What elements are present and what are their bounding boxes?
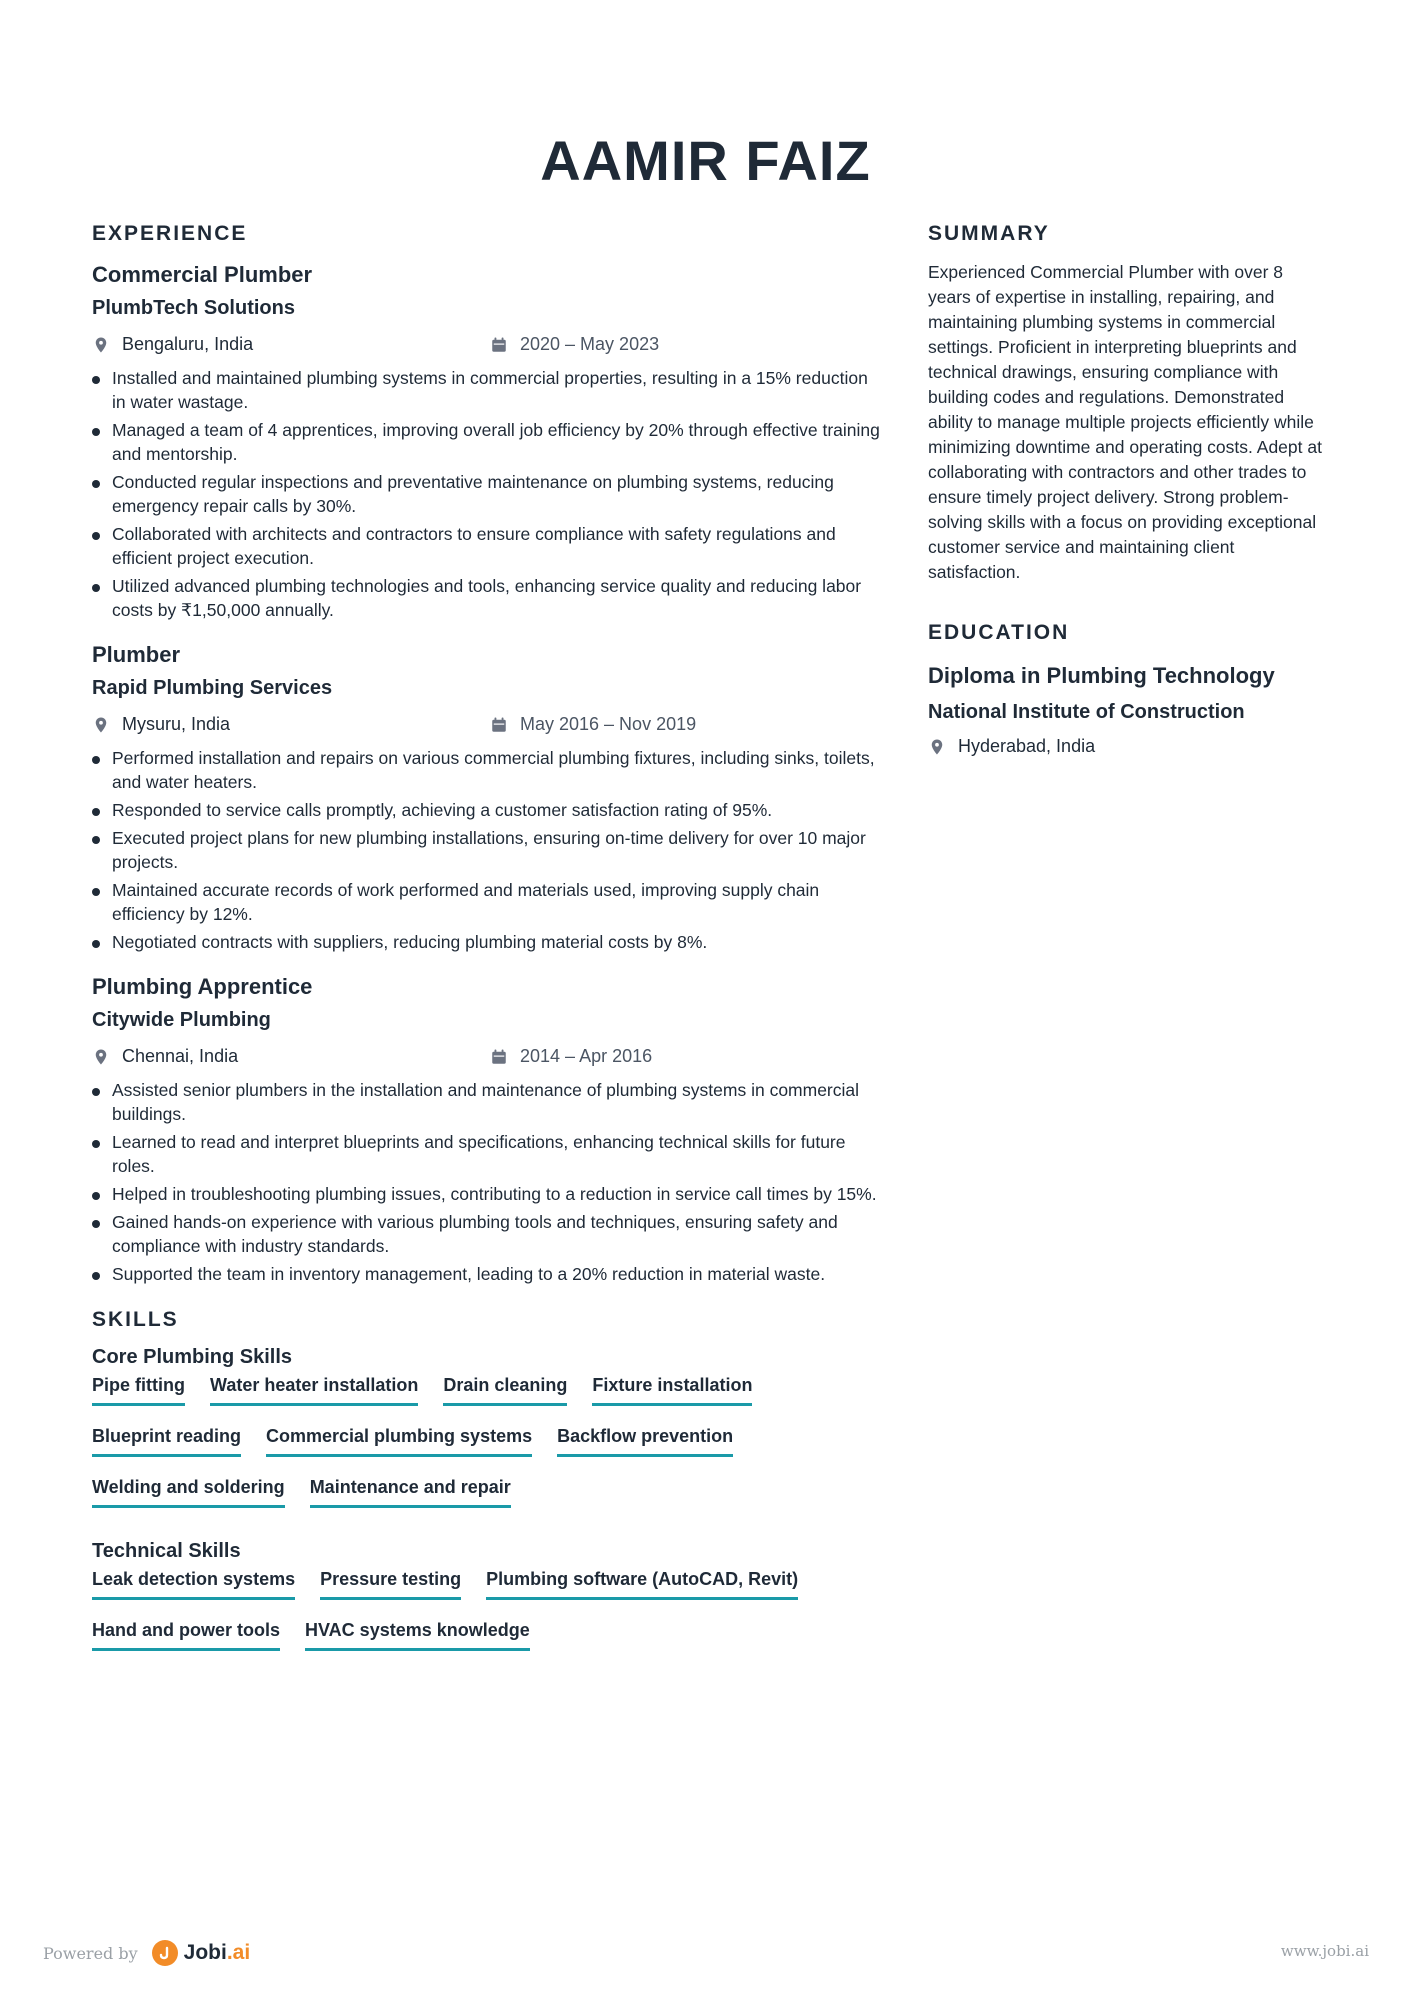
calendar-icon <box>490 1048 508 1066</box>
skill-category <box>92 1540 872 1669</box>
logo-suffix: .ai <box>226 1941 251 1964</box>
job-entry <box>92 642 875 954</box>
skill-tags <box>92 1373 872 1526</box>
job-bullet-text: Gained hands-on experience with various plumbing tools and techniques, ensuring safety and compliance with industry standards. <box>112 1212 838 1256</box>
job-location-text: Bengaluru, India <box>122 334 254 354</box>
bullet-dot-icon <box>92 940 100 948</box>
job-title: Commercial Plumber <box>92 262 313 287</box>
job-bullet-text: Installed and maintained plumbing systems in commercial properties, resulting in a 15% reduction in water wastage. <box>112 368 868 412</box>
education-location <box>928 736 1328 757</box>
right-column <box>928 222 1328 757</box>
job-bullet <box>92 798 882 822</box>
job-title: Plumber <box>92 642 181 667</box>
skill-tag: Water heater installation <box>210 1373 418 1406</box>
calendar-icon <box>490 336 508 354</box>
skill-tag: HVAC systems knowledge <box>305 1618 530 1651</box>
jobi-logo-text <box>184 1941 251 1965</box>
skills-section <box>92 1308 872 1669</box>
skill-tag: Pipe fitting <box>92 1373 185 1406</box>
skill-tag: Backflow prevention <box>557 1424 733 1457</box>
bullet-dot-icon <box>92 756 100 764</box>
job-bullet <box>92 522 882 570</box>
bullet-dot-icon <box>92 480 100 488</box>
bullet-dot-icon <box>92 1272 100 1280</box>
skill-category <box>92 1346 872 1526</box>
bullet-dot-icon <box>92 1192 100 1200</box>
job-company: Rapid Plumbing Services <box>92 677 333 699</box>
candidate-name: AAMIR FAIZ <box>540 129 871 192</box>
job-location-text: Mysuru, India <box>122 714 231 734</box>
job-company: Citywide Plumbing <box>92 1009 271 1031</box>
job-bullet <box>92 1210 882 1258</box>
skill-tag: Fixture installation <box>592 1373 752 1406</box>
location-pin-icon <box>92 336 110 354</box>
job-location <box>92 1046 238 1067</box>
job-meta <box>92 1046 872 1072</box>
job-location <box>92 714 230 735</box>
jobi-logo-icon <box>152 1940 178 1966</box>
education-heading: EDUCATION <box>928 621 1070 644</box>
job-bullet-text: Assisted senior plumbers in the installation and maintenance of plumbing systems in commercial buildings. <box>112 1080 860 1124</box>
skill-tag: Pressure testing <box>320 1567 461 1600</box>
skill-category-name: Technical Skills <box>92 1540 241 1562</box>
job-bullet <box>92 470 882 518</box>
left-column <box>92 222 880 1669</box>
job-meta <box>92 334 872 360</box>
job-dates-text: 2020 – May 2023 <box>520 334 660 354</box>
skill-tag: Hand and power tools <box>92 1618 280 1651</box>
job-bullet-text: Learned to read and interpret blueprints and specifications, enhancing technical skills for future roles. <box>112 1132 846 1176</box>
job-bullet <box>92 418 882 466</box>
skill-tag: Leak detection systems <box>92 1567 295 1600</box>
bullet-dot-icon <box>92 808 100 816</box>
job-bullet-text: Utilized advanced plumbing technologies and tools, enhancing service quality and reducing labor costs by ₹1,50,000 annually. <box>112 576 862 620</box>
job-dates <box>490 714 696 735</box>
bullet-dot-icon <box>92 1140 100 1148</box>
skill-tag: Welding and soldering <box>92 1475 285 1508</box>
experience-list <box>92 262 880 1286</box>
job-dates <box>490 334 659 355</box>
bullet-dot-icon <box>92 1220 100 1228</box>
job-bullet <box>92 1182 882 1206</box>
skill-category-name: Core Plumbing Skills <box>92 1346 293 1368</box>
job-bullets <box>92 366 880 622</box>
job-dates-text: May 2016 – Nov 2019 <box>520 714 697 734</box>
bullet-dot-icon <box>92 1088 100 1096</box>
job-bullet-text: Maintained accurate records of work performed and materials used, improving supply chain efficiency by 12%. <box>112 880 820 924</box>
bullet-dot-icon <box>92 532 100 540</box>
job-location-text: Chennai, India <box>122 1046 239 1066</box>
job-bullet-text: Collaborated with architects and contractors to ensure compliance with safety regulations and efficient project execution. <box>112 524 836 568</box>
experience-heading: EXPERIENCE <box>92 222 248 245</box>
education-degree: Diploma in Plumbing Technology <box>928 663 1275 688</box>
skill-tag: Plumbing software (AutoCAD, Revit) <box>486 1567 798 1600</box>
job-bullet <box>92 1130 882 1178</box>
job-bullet <box>92 746 882 794</box>
bullet-dot-icon <box>92 428 100 436</box>
job-company: PlumbTech Solutions <box>92 297 295 319</box>
location-pin-icon <box>928 738 946 756</box>
job-bullet <box>92 930 882 954</box>
bullet-dot-icon <box>92 376 100 384</box>
job-bullet <box>92 826 882 874</box>
job-bullets <box>92 1078 877 1286</box>
skill-tags <box>92 1567 872 1669</box>
skill-tag: Maintenance and repair <box>310 1475 511 1508</box>
job-bullet-text: Conducted regular inspections and preventative maintenance on plumbing systems, reducing emergency repair calls by 30%. <box>112 472 834 516</box>
job-bullet-text: Managed a team of 4 apprentices, improving overall job efficiency by 20% through effective training and mentorship. <box>112 420 880 464</box>
job-bullet-text: Performed installation and repairs on various commercial plumbing fixtures, including sinks, toilets, and water heaters. <box>112 748 875 792</box>
bullet-dot-icon <box>92 836 100 844</box>
calendar-icon <box>490 716 508 734</box>
job-bullets <box>92 746 875 954</box>
job-bullet <box>92 366 882 414</box>
job-bullet <box>92 878 882 926</box>
job-dates <box>490 1046 652 1067</box>
skill-categories <box>92 1346 872 1669</box>
job-location <box>92 334 253 355</box>
job-bullet-text: Responded to service calls promptly, achieving a customer satisfaction rating of 95%. <box>112 800 773 820</box>
bullet-dot-icon <box>92 584 100 592</box>
job-bullet <box>92 1078 882 1126</box>
location-pin-icon <box>92 716 110 734</box>
skill-tag: Blueprint reading <box>92 1424 241 1457</box>
job-bullet <box>92 574 882 622</box>
location-pin-icon <box>92 1048 110 1066</box>
skill-tag: Commercial plumbing systems <box>266 1424 532 1457</box>
job-title: Plumbing Apprentice <box>92 974 313 999</box>
skills-heading: SKILLS <box>92 1308 179 1331</box>
job-entry <box>92 262 880 622</box>
footer-url[interactable]: www.jobi.ai <box>1280 1942 1369 1960</box>
summary-heading: SUMMARY <box>928 222 1050 245</box>
job-bullet-text: Negotiated contracts with suppliers, reducing plumbing material costs by 8%. <box>112 932 708 952</box>
bullet-dot-icon <box>92 888 100 896</box>
powered-by <box>43 1940 250 1966</box>
job-bullet-text: Helped in troubleshooting plumbing issues, contributing to a reduction in service call times by 15%. <box>112 1184 877 1204</box>
job-meta <box>92 714 872 740</box>
summary-text: Experienced Commercial Plumber with over 8 years of expertise in installing, repairing, and maintaining plumbing systems in commercial settings. Proficient in interpreting blueprints and technical drawings, ensuring compliance with building codes and regulations. Demonstrated ability to manage multiple projects efficiently while minimizing downtime and operating costs. Adept at collaborating with contractors and other trades to ensure timely project delivery. Strong problem-solving skills with a focus on providing exceptional customer service and maintaining client satisfaction. <box>928 262 1322 582</box>
job-entry <box>92 974 877 1286</box>
job-bullet-text: Supported the team in inventory management, leading to a 20% reduction in material waste. <box>112 1264 826 1284</box>
skill-tag: Drain cleaning <box>443 1373 567 1406</box>
job-bullet <box>92 1262 882 1286</box>
education-school: National Institute of Construction <box>928 701 1245 723</box>
logo-main: Jobi <box>183 1941 227 1964</box>
education-location-text: Hyderabad, India <box>958 736 1096 756</box>
job-bullet-text: Executed project plans for new plumbing installations, ensuring on-time delivery for over 10 major projects. <box>112 828 866 872</box>
powered-by-label: Powered by <box>43 1943 138 1963</box>
job-dates-text: 2014 – Apr 2016 <box>520 1046 653 1066</box>
